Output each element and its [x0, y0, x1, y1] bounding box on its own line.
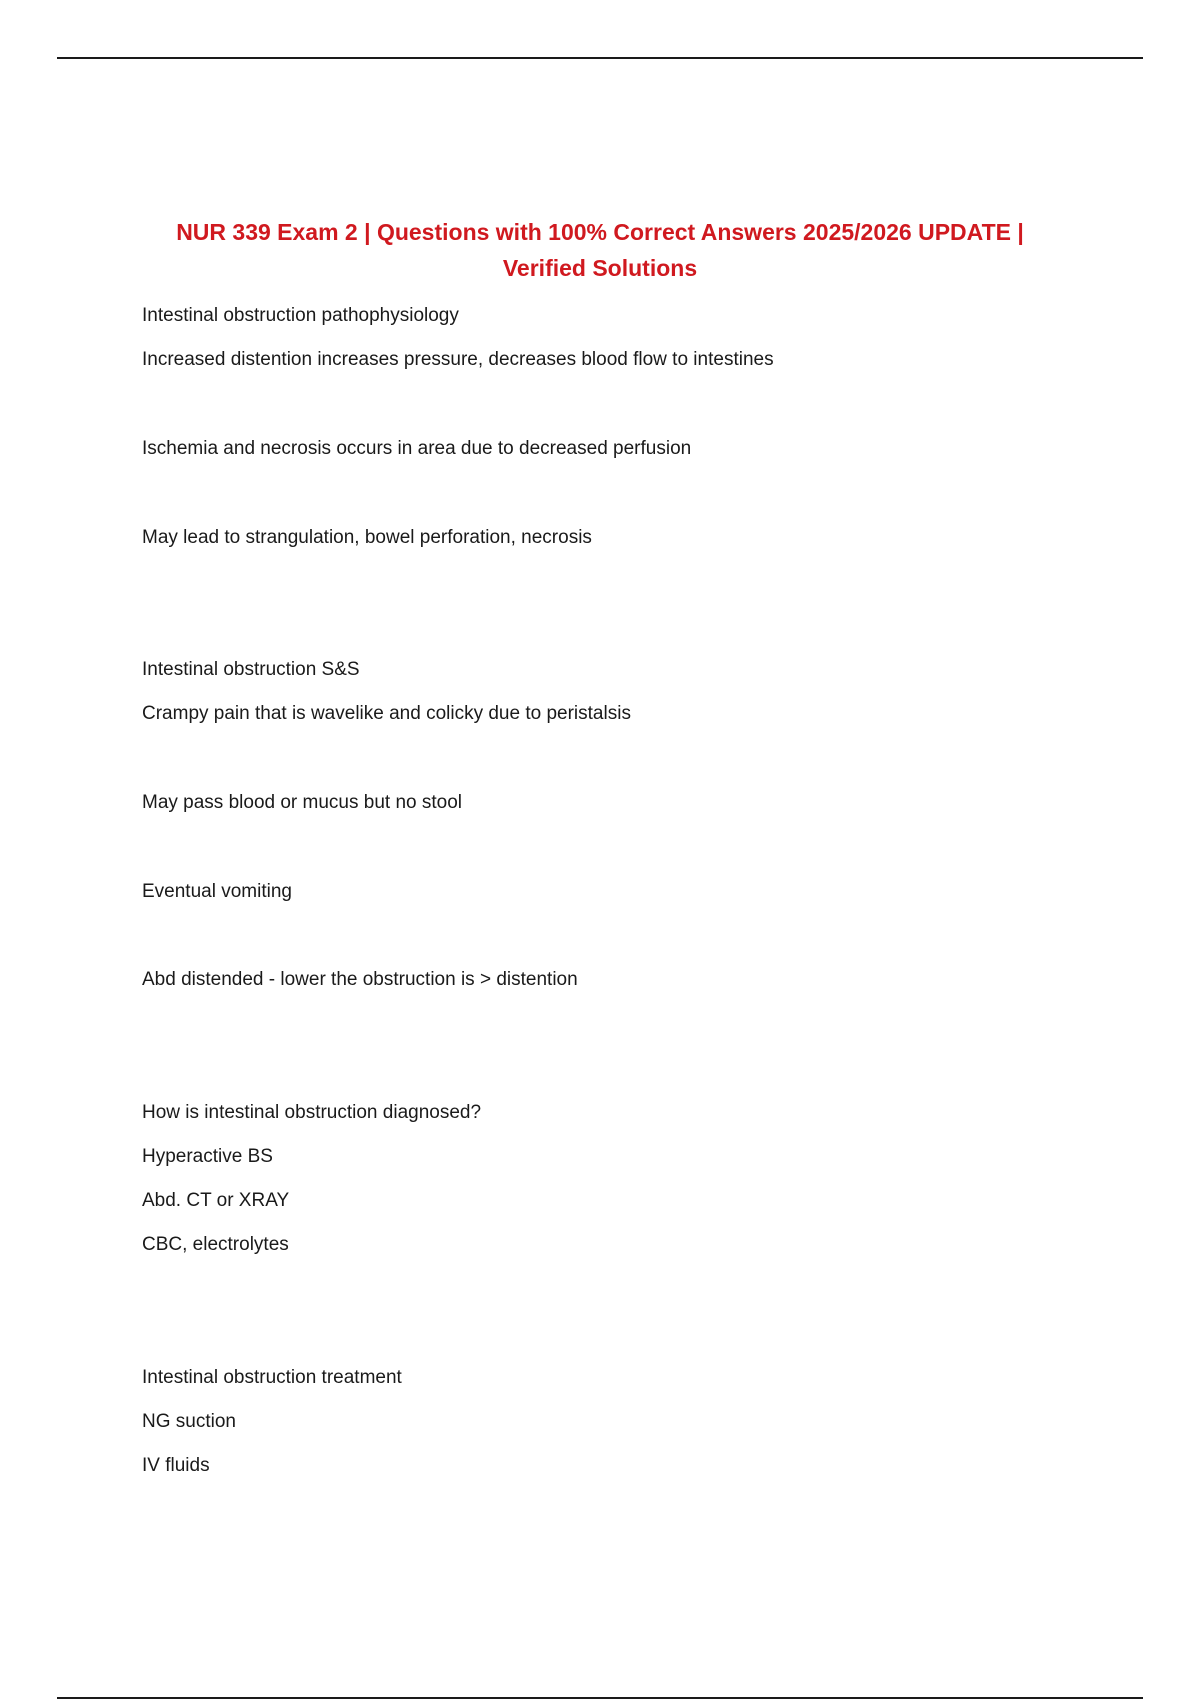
document-title-line-2: Verified Solutions [502, 255, 698, 281]
answer-line: Ischemia and necrosis occurs in area due to decreased perfusion [142, 438, 692, 459]
answer-line: Abd. CT or XRAY [142, 1190, 290, 1211]
document-title [120, 214, 1080, 286]
answer-line: May lead to strangulation, bowel perforation, necrosis [142, 527, 592, 548]
answer-line: IV fluids [142, 1455, 210, 1476]
document-title-line-1: NUR 339 Exam 2 | Questions with 100% Correct Answers 2025/2026 UPDATE | [176, 219, 1024, 245]
answer-line: Eventual vomiting [142, 881, 292, 902]
answer-line: Crampy pain that is wavelike and colicky due to peristalsis [142, 703, 631, 724]
question-heading: How is intestinal obstruction diagnosed? [142, 1102, 482, 1123]
answer-line: Abd distended - lower the obstruction is > distention [142, 969, 578, 990]
header-rule [57, 57, 1143, 59]
answer-line: CBC, electrolytes [142, 1234, 289, 1255]
answer-line: Increased distention increases pressure, decreases blood flow to intestines [142, 349, 774, 370]
question-heading: Intestinal obstruction S&S [142, 659, 360, 680]
answer-line: NG suction [142, 1411, 236, 1432]
answer-line: May pass blood or mucus but no stool [142, 792, 463, 813]
question-heading: Intestinal obstruction treatment [142, 1367, 402, 1388]
answer-line: Hyperactive BS [142, 1146, 273, 1167]
question-heading: Intestinal obstruction pathophysiology [142, 305, 459, 326]
footer-rule [57, 1697, 1143, 1699]
